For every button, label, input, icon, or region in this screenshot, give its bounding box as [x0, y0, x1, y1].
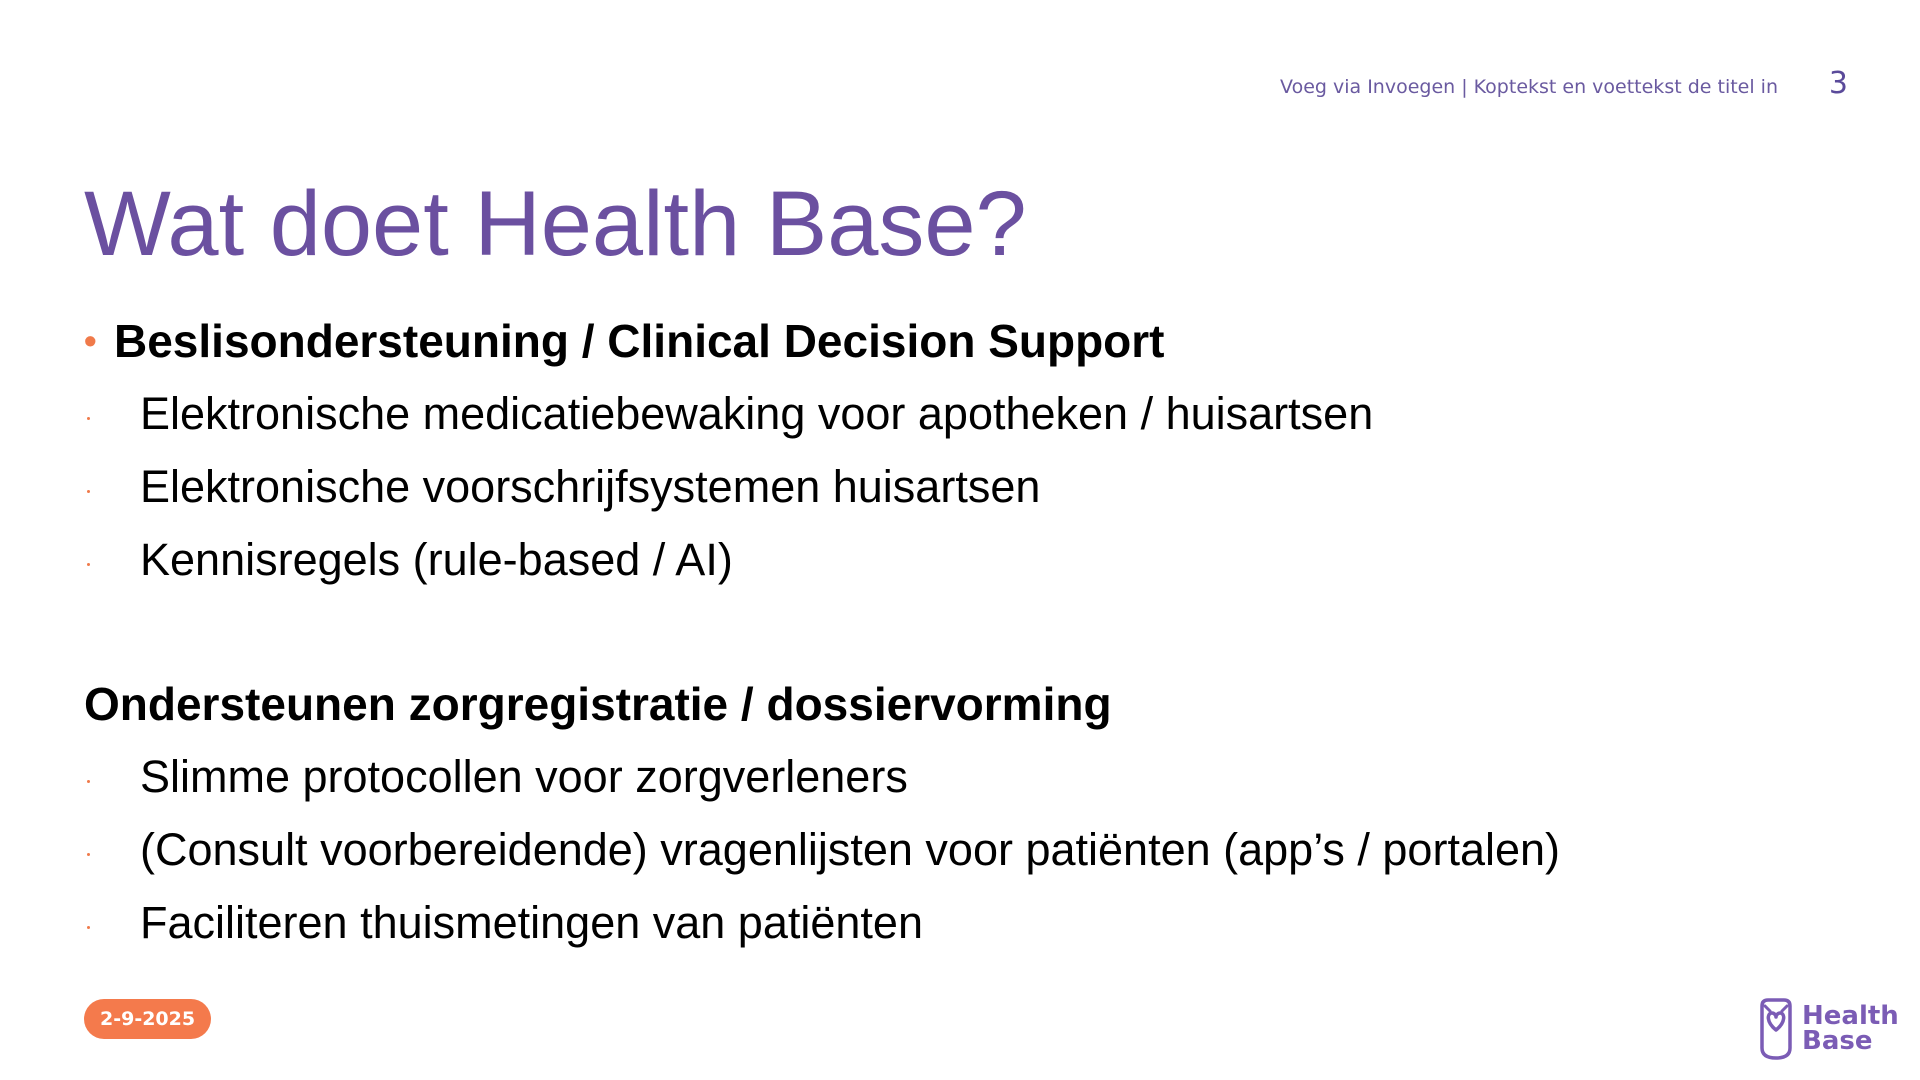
list-item-text: (Consult voorbereidende) vragenlijsten voor patiënten (app’s / portalen) — [140, 823, 1561, 875]
owl-heart-icon — [1756, 996, 1796, 1062]
list-item-text: Elektronische voorschrijfsystemen huisartsen — [140, 460, 1041, 512]
list-item-text: Kennisregels (rule-based / AI) — [140, 533, 733, 585]
list-item-text: Elektronische medicatiebewaking voor apotheken / huisartsen — [140, 387, 1374, 439]
bullet-dot-icon — [87, 417, 90, 420]
section-spacer — [84, 596, 1784, 668]
list-item-text: Slimme protocollen voor zorgverleners — [140, 750, 908, 802]
bullet-dot-icon — [87, 780, 90, 783]
list-item — [84, 813, 1784, 886]
logo-line-1: Health — [1802, 1001, 1899, 1031]
slide-title: Wat doet Health Base? — [84, 173, 1027, 275]
list-item — [84, 377, 1784, 450]
bullet-dot-icon — [87, 563, 90, 566]
section-heading-care-registration — [84, 668, 1784, 740]
header-text: Voeg via Invoegen | Koptekst en voettekst de titel in — [1280, 76, 1778, 98]
list-item — [84, 523, 1784, 596]
section-heading-decision-support — [84, 305, 1784, 377]
bullet-dot-icon — [87, 926, 90, 929]
health-base-logo — [1756, 996, 1899, 1062]
slide-content — [84, 305, 1784, 959]
section-heading-label: Beslisondersteuning / Clinical Decision Support — [114, 315, 1165, 367]
date-badge: 2-9-2025 — [84, 999, 211, 1039]
list-item — [84, 740, 1784, 813]
section-heading-label: Ondersteunen zorgregistratie / dossiervorming — [84, 678, 1112, 730]
bullet-dot-icon — [87, 490, 90, 493]
bullet-dot-icon — [87, 853, 90, 856]
list-item — [84, 450, 1784, 523]
list-item — [84, 886, 1784, 959]
list-item-text: Faciliteren thuismetingen van patiënten — [140, 896, 923, 948]
page-number: 3 — [1828, 66, 1848, 101]
heading-bullet-icon: • — [84, 320, 97, 361]
logo-line-2: Base — [1802, 1026, 1873, 1056]
logo-wordmark — [1802, 996, 1899, 1054]
